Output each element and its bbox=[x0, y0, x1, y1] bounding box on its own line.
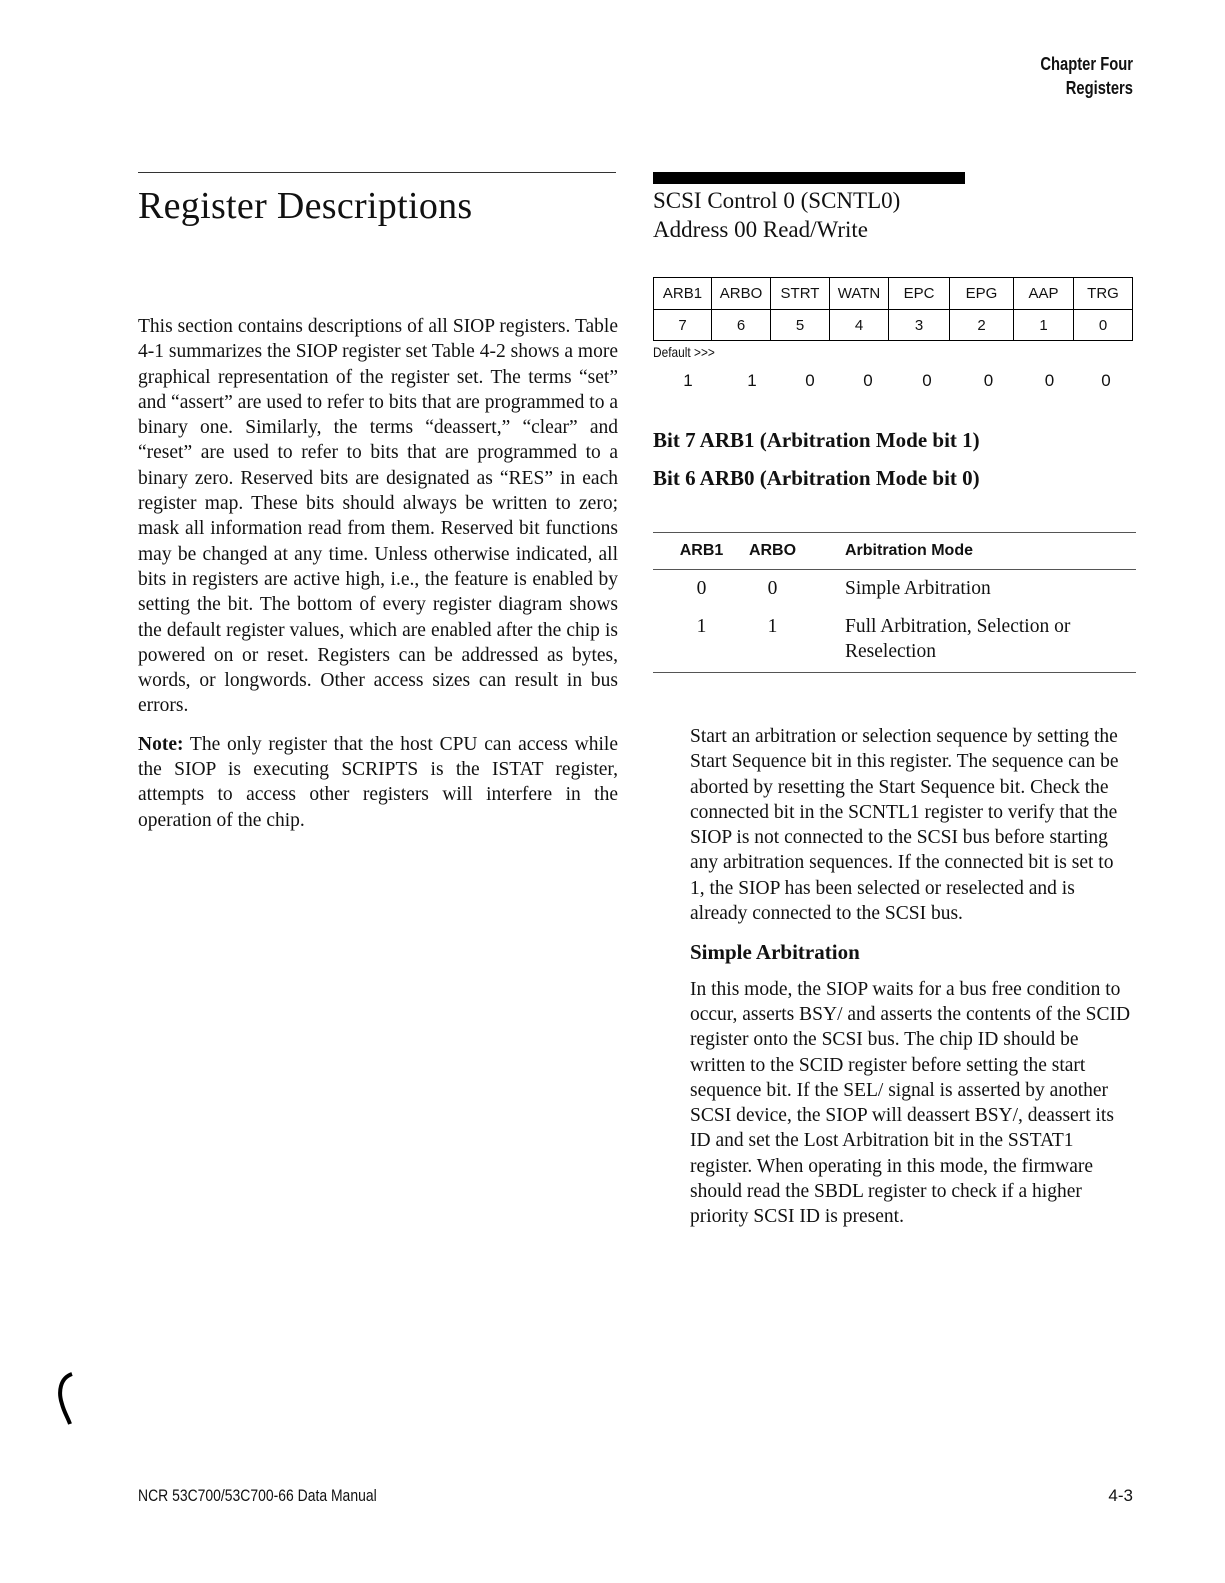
register-header-bar bbox=[653, 172, 965, 184]
default-value: 1 bbox=[747, 371, 757, 390]
bit-cell bbox=[1014, 278, 1074, 340]
default-values-row bbox=[653, 371, 1133, 391]
arbitration-mode-table bbox=[653, 532, 1136, 673]
cell-arb1: 0 bbox=[696, 578, 707, 599]
bit-number: 7 bbox=[678, 317, 687, 334]
default-value: 0 bbox=[1101, 371, 1111, 390]
bit-name: TRG bbox=[1074, 278, 1132, 310]
bit-number: 3 bbox=[914, 317, 924, 334]
bit7-heading: Bit 7 ARB1 (Arbitration Mode bit 1) bbox=[653, 428, 980, 452]
table-row bbox=[653, 576, 1136, 601]
note-text: The only register that the host CPU can access while the SIOP is executing SCRIPTS is the ISTAT register, attempts to access other registers will interfere in the operation of the chip. bbox=[138, 733, 618, 831]
register-title bbox=[653, 186, 900, 244]
cell-mode: Simple Arbitration bbox=[845, 578, 991, 599]
default-label: Default >>> bbox=[653, 344, 715, 360]
note-label: Note: bbox=[138, 733, 184, 755]
default-value: 0 bbox=[922, 371, 932, 390]
bit-cell bbox=[889, 278, 950, 340]
header-mode: Arbitration Mode bbox=[845, 542, 973, 559]
cell-mode: Full Arbitration, Selection or Reselection bbox=[845, 616, 1071, 662]
header-arb0: ARBO bbox=[748, 542, 797, 559]
table-body bbox=[653, 570, 1136, 672]
bit-number: 0 bbox=[1098, 317, 1108, 334]
bit-name: AAP bbox=[1014, 278, 1073, 310]
bit-name: EPC bbox=[889, 278, 949, 310]
bit-name: ARBO bbox=[712, 278, 770, 310]
default-value: 0 bbox=[805, 371, 815, 390]
left-column bbox=[138, 314, 618, 833]
left-top-rule bbox=[138, 172, 616, 173]
bit-number: 2 bbox=[977, 317, 986, 334]
bit-cell bbox=[654, 278, 712, 340]
right-column bbox=[690, 724, 1132, 1230]
simple-arbitration-paragraph: In this mode, the SIOP waits for a bus free condition to occur, asserts BSY/ and asserts the contents of the SCID register onto the SCSI bus. The chip ID should be written to the SCID register before setting the start sequence bit. If the SEL/ signal is asserted by another SCSI device, the SIOP will deassert BSY/, deassert its ID and set the Lost Arbitration bit in the SSTAT1 register. When operating in this mode, the firmware should read the SBDL register to check if a higher priority SCSI ID is present. bbox=[690, 978, 1131, 1228]
bit-number: 1 bbox=[1039, 317, 1048, 334]
bit-name: WATN bbox=[830, 278, 888, 310]
header-arb1: ARB1 bbox=[679, 542, 724, 559]
register-address: Address 00 Read/Write bbox=[653, 217, 868, 242]
bit-number: 5 bbox=[795, 317, 805, 334]
register-name: SCSI Control 0 (SCNTL0) bbox=[653, 188, 901, 213]
default-value: 0 bbox=[983, 371, 994, 390]
intro-paragraph: This section contains descriptions of all SIOP registers. Table 4-1 summarizes the SIOP register set Table 4-2 shows a more graphical representation of the register set. The terms “set” and “assert” are used to refer to bits that are programmed to a binary one. Similarly, the terms “deassert,” “clear” and “reset” are used to refer to bits that are programmed to a binary zero. Reserved bits are designated as “RES” in each register map. These bits should always be written to zero; mask all information read from them. Reserved bit functions may be changed at any time. Unless otherwise indicated, all bits in registers are active high, i.e., the feature is enabled by setting the bit. The bottom of every register diagram shows the default register values, which are enabled after the chip is powered on or reset. Registers can be addressed as bytes, words, or longwords. Other access sizes can result in bus errors. bbox=[138, 316, 618, 717]
page-title: Register Descriptions bbox=[138, 185, 473, 227]
bit-cell bbox=[771, 278, 830, 340]
bit-number: 4 bbox=[854, 317, 864, 334]
note-paragraph bbox=[138, 732, 618, 833]
cell-arb0: 0 bbox=[767, 578, 778, 599]
default-value: 0 bbox=[863, 371, 873, 390]
section-label: Registers bbox=[1065, 78, 1133, 98]
cell-arb1: 1 bbox=[696, 616, 707, 637]
table-row bbox=[653, 614, 1136, 664]
footer-manual-title: NCR 53C700/53C700-66 Data Manual bbox=[138, 1486, 377, 1505]
bit6-heading: Bit 6 ARB0 (Arbitration Mode bit 0) bbox=[653, 466, 980, 490]
register-bit-map bbox=[653, 277, 1133, 341]
start-sequence-paragraph: Start an arbitration or selection sequence by setting the Start Sequence bit in this register. The sequence can be aborted by resetting the Start Sequence bit. Check the connected bit in the SCNTL1 register to verify that the SIOP is not connected to the SCSI bus before starting any arbitration sequences. If the connected bit is set to 1, the SIOP has been selected or reselected and is already connected to the SCSI bus. bbox=[690, 726, 1119, 925]
default-value: 0 bbox=[1044, 371, 1055, 390]
bit-cell bbox=[950, 278, 1014, 340]
default-value: 1 bbox=[683, 371, 693, 390]
bit-name: EPG bbox=[950, 278, 1013, 310]
bit-name: ARB1 bbox=[654, 278, 711, 310]
chapter-header bbox=[1040, 52, 1133, 100]
footer-page-number: 4-3 bbox=[1108, 1486, 1133, 1505]
bit-cell bbox=[830, 278, 889, 340]
bit-number: 6 bbox=[736, 317, 746, 334]
simple-arbitration-heading: Simple Arbitration bbox=[690, 940, 860, 965]
table-header-row bbox=[653, 533, 1136, 569]
table-bottom-rule bbox=[653, 672, 1136, 673]
binding-edge-mark bbox=[30, 1370, 90, 1430]
chapter-label: Chapter Four bbox=[1040, 54, 1133, 74]
bit-cell bbox=[712, 278, 771, 340]
bit-name: STRT bbox=[771, 278, 829, 310]
bit-cell bbox=[1074, 278, 1132, 340]
cell-arb0: 1 bbox=[767, 616, 778, 637]
